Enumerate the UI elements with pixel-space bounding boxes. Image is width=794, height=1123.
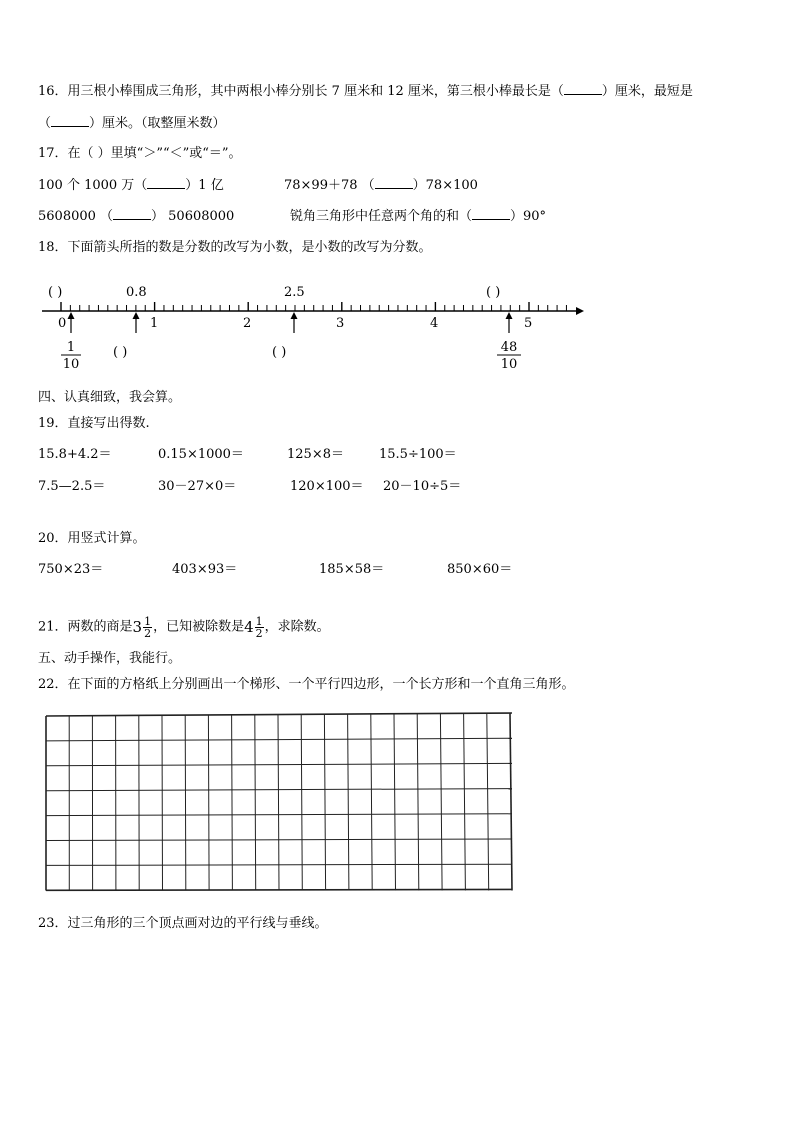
minor-ticks	[61, 302, 566, 311]
q16-line1: 16．用三根小棒围成三角形，其中两根小棒分别长 7 厘米和 12 厘米，第三根小棒最长是（ ）厘米，最短是	[38, 84, 693, 99]
grid-line-vertical	[185, 715, 186, 890]
answer-paren-3[interactable]: ( )	[272, 345, 287, 360]
q23-title: 23．过三角形的三个顶点画对边的平行线与垂线。	[38, 916, 328, 931]
grid-line-vertical	[371, 714, 372, 891]
grid-paper[interactable]	[46, 713, 512, 891]
grid-line-vertical	[324, 714, 325, 890]
arrow-up-icon	[133, 312, 140, 333]
tick-label-0: 0	[58, 316, 67, 331]
section-5-heading: 五、动手操作，我能行。	[38, 651, 182, 666]
grid-line-horizontal	[46, 889, 512, 890]
mixed-number-fraction: $\frac{1}{2}$	[144, 614, 152, 640]
q21-line: 21．两数的商是3 $\frac{1}{2}$ ，已知被除数是4 $\frac{1}{2}$ ，求除数。	[38, 614, 330, 640]
q19-item: 15.5÷100＝	[379, 447, 457, 462]
q20-item: 850×60＝	[447, 562, 513, 577]
q20-item: 403×93＝	[172, 562, 238, 577]
q16-line2: （ ）厘米。（取整厘米数）	[38, 116, 226, 131]
q20-item: 185×58＝	[319, 562, 385, 577]
q18-title: 18．下面箭头所指的数是分数的改写为小数，是小数的改写为分数。	[38, 240, 432, 255]
q17-item-1: 100 个 1000 万（ ）1 亿	[38, 178, 224, 193]
tick-label-3: 3	[336, 316, 345, 331]
q17-title: 17．在（ ）里填“＞”“＜”或“＝”。	[38, 146, 242, 161]
mixed-number-whole: 3	[132, 618, 143, 636]
q17-item-3: 5608000 （ ） 50608000	[38, 209, 235, 224]
arrow-up-icon	[68, 312, 75, 333]
q19-item: 7.5—2.5＝	[38, 479, 106, 494]
q20-title: 20．用竖式计算。	[38, 531, 146, 546]
arrow-up-icon	[506, 312, 513, 333]
grid-line-vertical	[394, 714, 396, 891]
tick-label-5: 5	[524, 316, 533, 331]
arrow-up-icon	[291, 312, 298, 333]
section-4-heading: 四、认真细致，我会算。	[38, 390, 182, 405]
q19-item: 0.15×1000＝	[158, 447, 244, 462]
tick-label-2: 2	[243, 316, 252, 331]
mixed-number-fraction: $\frac{1}{2}$	[255, 614, 263, 640]
tick-label-4: 4	[430, 316, 439, 331]
q19-item: 30－27×0＝	[158, 479, 237, 494]
grid-line-vertical	[301, 714, 302, 890]
label-2-5: 2.5	[284, 285, 305, 300]
q19-item: 120×100＝	[290, 479, 364, 494]
fraction-1-denominator: 10	[62, 357, 80, 372]
answer-paren-4[interactable]: ( )	[486, 285, 501, 300]
grid-line-vertical	[208, 715, 209, 891]
grid-line-vertical	[162, 715, 163, 890]
axis-arrowhead-icon	[576, 307, 584, 315]
grid-line-horizontal	[46, 713, 512, 716]
q19-title: 19．直接写出得数.	[38, 416, 150, 431]
q17-item-2: 78×99＋78 （ ）78×100	[284, 178, 478, 193]
grid-line-vertical	[278, 715, 279, 891]
mixed-number-whole: 4	[244, 618, 254, 636]
label-0-8: 0.8	[126, 285, 147, 300]
grid-line-vertical	[255, 715, 256, 891]
grid-line-vertical	[348, 714, 349, 890]
fraction-1-numerator: 1	[66, 340, 76, 355]
q19-item: 20－10÷5＝	[383, 479, 462, 494]
q20-item: 750×23＝	[38, 562, 104, 577]
fraction-2-denominator: 10	[500, 357, 518, 372]
q17-item-4: 锐角三角形中任意两个角的和（ ）90°	[290, 209, 547, 224]
answer-paren-1[interactable]: ( )	[48, 285, 63, 300]
q19-item: 125×8＝	[287, 447, 344, 462]
q19-item: 15.8+4.2＝	[38, 447, 112, 462]
grid-line-vertical	[232, 715, 233, 891]
tick-label-1: 1	[150, 316, 159, 331]
fraction-2-numerator: 48	[500, 340, 518, 355]
answer-paren-2[interactable]: ( )	[113, 345, 128, 360]
q22-title: 22．在下面的方格纸上分别画出一个梯形、一个平行四边形，一个长方形和一个直角三角形。	[38, 677, 575, 692]
